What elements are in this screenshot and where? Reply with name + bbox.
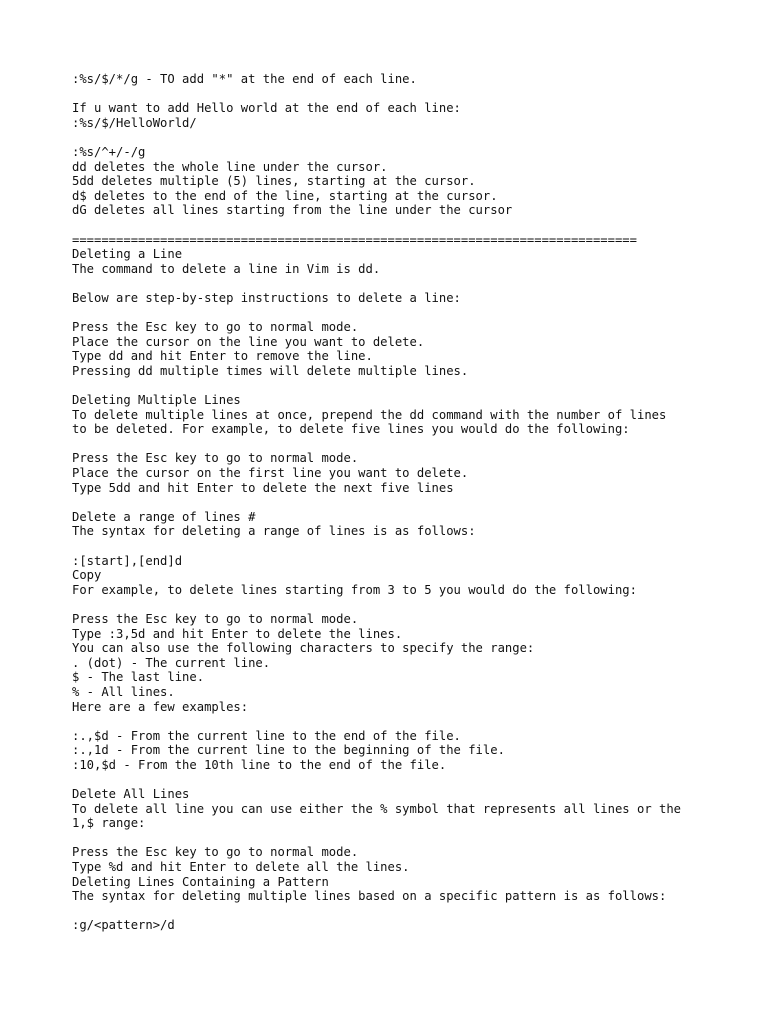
text-line: d$ deletes to the end of the line, starting at the cursor. [72,188,498,203]
blank-line [72,437,752,452]
text-line: Below are step-by-step instructions to delete a line: [72,290,461,305]
text-line: The command to delete a line in Vim is dd. [72,261,381,276]
text-line: :%s/$/HelloWorld/ [72,115,197,130]
code-line: :10,$d - From the 10th line to the end of the file. [72,757,447,772]
text-line: . (dot) - The current line. [72,655,271,670]
section-heading: Delete a range of lines # [72,509,256,524]
blank-line [72,495,752,510]
text-line: The syntax for deleting multiple lines based on a specific pattern is as follows: [72,889,667,904]
section-heading: Deleting Lines Containing a Pattern [72,874,329,889]
blank-line [72,87,752,102]
text-line: 1,$ range: [72,816,146,831]
text-line: dd deletes the whole line under the cursor. [72,159,388,174]
text-line: Place the cursor on the line you want to delete. [72,334,425,349]
text-line: Type :3,5d and hit Enter to delete the lines. [72,626,403,641]
text-line: dG deletes all lines starting from the line under the cursor [72,203,513,218]
blank-line [72,539,752,554]
text-line: Type dd and hit Enter to remove the line. [72,349,373,364]
text-line: You can also use the following characters to specify the range: [72,641,535,656]
text-line: Place the cursor on the first line you want to delete. [72,466,469,481]
text-line: to be deleted. For example, to delete five lines you would do the following: [72,422,630,437]
text-line: Press the Esc key to go to normal mode. [72,611,359,626]
text-line: Copy [72,568,102,583]
blank-line [72,904,752,919]
text-line: For example, to delete lines starting from 3 to 5 you would do the following: [72,582,637,597]
text-line: The syntax for deleting a range of lines is as follows: [72,524,476,539]
blank-line [72,597,752,612]
text-line: Press the Esc key to go to normal mode. [72,320,359,335]
blank-line [72,306,752,321]
section-heading: Delete All Lines [72,787,190,802]
code-line: :g/<pattern>/d [72,918,175,933]
text-line: :%s/$/*/g - TO add "*" at the end of each line. [72,72,417,86]
text-line: :%s/^+/-/g [72,144,146,159]
text-line: Here are a few examples: [72,699,249,714]
text-line: If u want to add Hello world at the end of each line: [72,101,461,116]
text-line: 5dd deletes multiple (5) lines, starting at the cursor. [72,174,476,189]
text-line: % - All lines. [72,684,175,699]
blank-line [72,831,752,846]
text-line: Press the Esc key to go to normal mode. [72,451,359,466]
section-heading: Deleting a Line [72,247,183,262]
code-line: :.,1d - From the current line to the beginning of the file. [72,743,505,758]
blank-line [72,714,752,729]
blank-line [72,130,752,145]
text-line: $ - The last line. [72,670,205,685]
text-line: Type 5dd and hit Enter to delete the next five lines [72,480,454,495]
text-line: To delete all line you can use either the % symbol that represents all lines or the [72,801,682,816]
blank-line [72,276,752,291]
text-line: Type %d and hit Enter to delete all the lines. [72,860,410,875]
code-line: :.,$d - From the current line to the end of the file. [72,728,461,743]
document-page [72,72,752,933]
text-line: To delete multiple lines at once, prepend the dd command with the number of lines [72,407,667,422]
text-line: Press the Esc key to go to normal mode. [72,845,359,860]
blank-line [72,773,752,788]
section-heading: Deleting Multiple Lines [72,393,241,408]
blank-line [72,218,752,233]
text-line: Pressing dd multiple times will delete multiple lines. [72,363,469,378]
separator-line: ============================================================================= [72,232,637,247]
blank-line [72,378,752,393]
code-line: :[start],[end]d [72,553,183,568]
